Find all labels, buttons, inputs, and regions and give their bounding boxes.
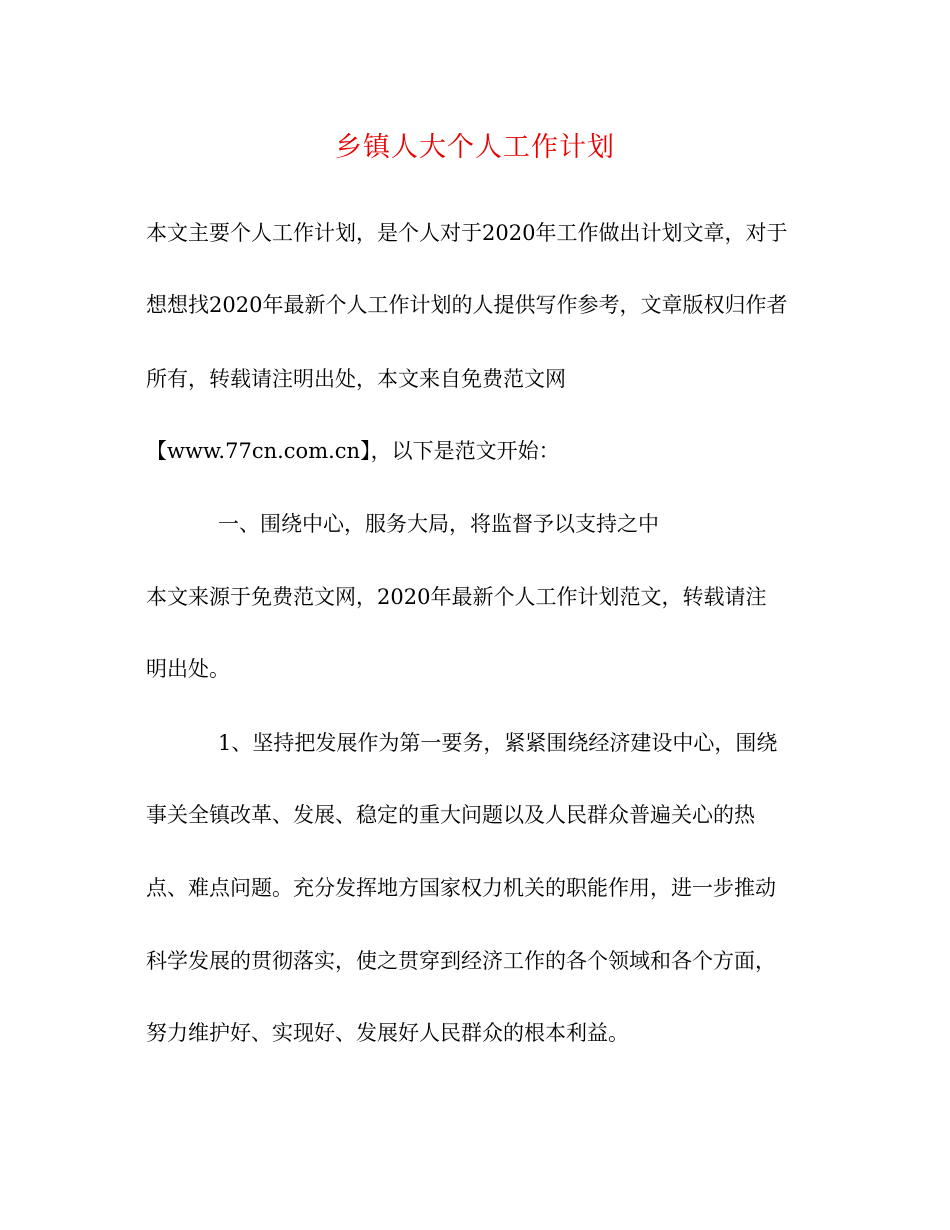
paragraph-1-start: 1、坚持把发展作为第一要务，紧紧围绕经济建设中心，围绕 [218, 731, 778, 755]
body-line-7: 明出处。 [146, 657, 230, 681]
section-heading-1: 一、围绕中心，服务大局，将监督予以支持之中 [218, 512, 659, 536]
body-line-12: 努力维护好、实现好、发展好人民群众的根本利益。 [146, 1021, 629, 1045]
body-line-2: 想想找2020年最新个人工作计划的人提供写作参考，文章版权归作者 [146, 293, 788, 317]
body-line-11: 科学发展的贯彻落实，使之贯穿到经济工作的各个领域和各个方面， [146, 949, 776, 973]
body-line-1: 本文主要个人工作计划，是个人对于2020年工作做出计划文章，对于 [146, 221, 788, 245]
document-title: 乡镇人大个人工作计划 [335, 132, 615, 163]
body-line-6: 本文来源于免费范文网，2020年最新个人工作计划范文，转载请注 [146, 585, 767, 609]
body-line-4: 【www.77cn.com.cn】，以下是范文开始： [146, 439, 560, 463]
body-line-10: 点、难点问题。充分发挥地方国家权力机关的职能作用，进一步推动 [146, 876, 776, 900]
body-line-3: 所有，转载请注明出处，本文来自免费范文网 [146, 367, 566, 391]
body-line-9: 事关全镇改革、发展、稳定的重大问题以及人民群众普遍关心的热 [146, 803, 755, 827]
